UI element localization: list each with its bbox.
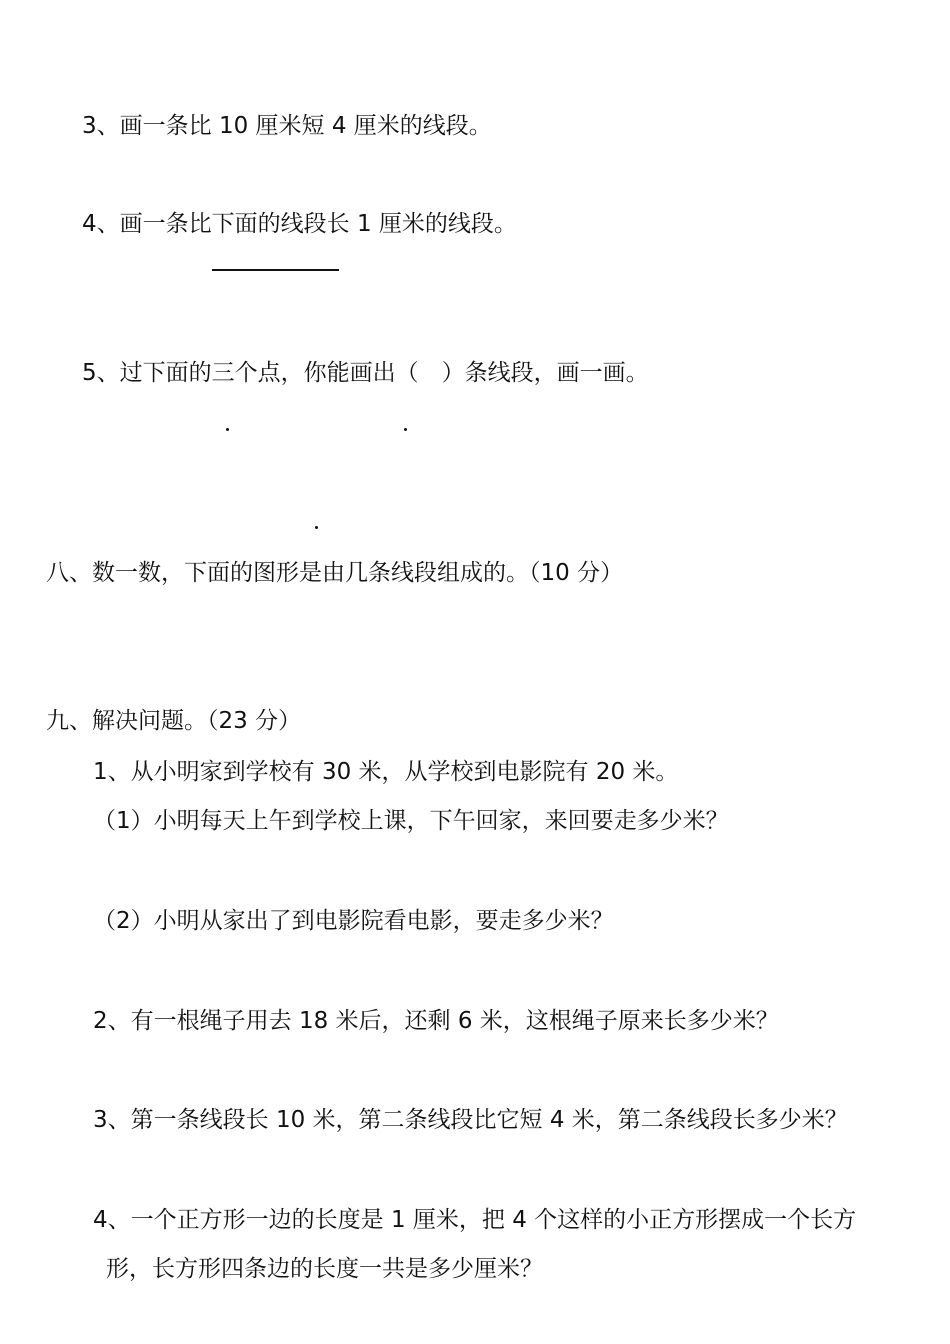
question-7-3: 3、画一条比 10 厘米短 4 厘米的线段。	[82, 113, 492, 139]
problem-1-stem: 1、从小明家到学校有 30 米，从学校到电影院有 20 米。	[93, 759, 679, 785]
problem-2: 2、有一根绳子用去 18 米后，还剩 6 米，这根绳子原来长多少米？	[93, 1008, 779, 1034]
point-a	[226, 428, 229, 431]
question-7-5: 5、过下面的三个点，你能画出（ ）条线段，画一画。	[82, 360, 649, 386]
question-7-4: 4、画一条比下面的线段长 1 厘米的线段。	[82, 211, 517, 237]
section-8-heading: 八、数一数，下面的图形是由几条线段组成的。（10 分）	[46, 560, 624, 586]
section-9-heading: 九、解决问题。（23 分）	[46, 708, 302, 734]
reference-line-segment	[212, 269, 339, 271]
point-c	[315, 526, 318, 529]
problem-1-sub-2: （2）小明从家出了到电影院看电影，要走多少米？	[93, 908, 614, 934]
problem-4-line-2: 形，长方形四条边的长度一共是多少厘米？	[106, 1256, 543, 1282]
problem-1-sub-1: （1）小明每天上午到学校上课，下午回家，来回要走多少米？	[93, 808, 729, 834]
problem-4-line-1: 4、一个正方形一边的长度是 1 厘米，把 4 个这样的小正方形摆成一个长方	[93, 1207, 857, 1233]
point-b	[404, 428, 407, 431]
problem-3: 3、第一条线段长 10 米，第二条线段比它短 4 米，第二条线段长多少米？	[93, 1107, 848, 1133]
